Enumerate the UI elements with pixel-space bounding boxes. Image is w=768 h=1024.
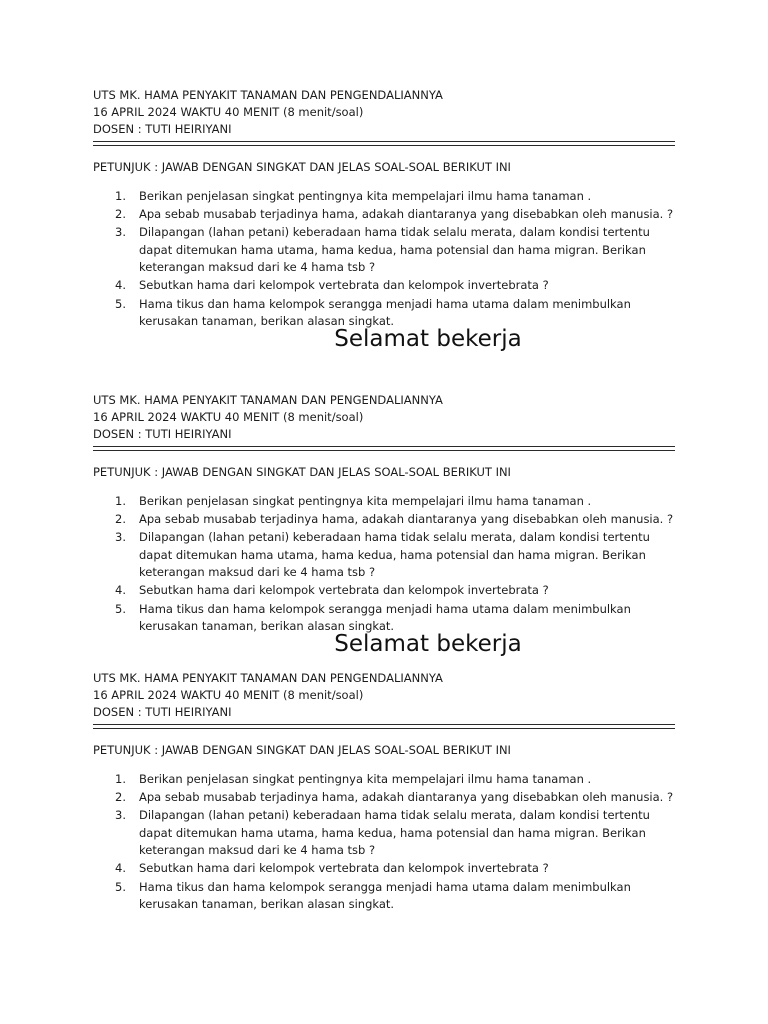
- question-line: Apa sebab musabab terjadinya hama, adakah diantaranya yang disebabkan oleh manusia. ?: [139, 207, 674, 222]
- question-item: [93, 879, 675, 914]
- question-item: [93, 277, 675, 295]
- double-rule: [93, 446, 675, 451]
- question-line: Sebutkan hama dari kelompok vertebrata dan kelompok invertebrata ?: [139, 278, 549, 293]
- question-number: 4.: [115, 861, 126, 876]
- question-number: 1.: [115, 772, 126, 786]
- question-number: 4.: [115, 278, 126, 293]
- exam-copy-3: [93, 670, 675, 914]
- question-item: [93, 582, 675, 600]
- question-line: keterangan maksud dari ke 4 hama tsb ?: [139, 843, 376, 858]
- question-item: [93, 771, 675, 789]
- question-line: kerusakan tanaman, berikan alasan singkat.: [139, 314, 395, 329]
- question-line: dapat ditemukan hama utama, hama kedua, hama potensial dan hama migran. Berikan: [139, 547, 646, 562]
- closing-text: Selamat bekerja: [334, 326, 522, 352]
- question-item: [93, 224, 675, 277]
- question-list: [93, 188, 675, 331]
- question-item: [93, 789, 675, 807]
- question-line: Dilapangan (lahan petani) keberadaan hama tidak selalu merata, dalam kondisi tertentu: [139, 808, 650, 823]
- question-line: dapat ditemukan hama utama, hama kedua, hama potensial dan hama migran. Berikan: [139, 242, 646, 257]
- exam-copy-2: [93, 392, 675, 636]
- closing-text: Selamat bekerja: [334, 631, 522, 657]
- question-line: Berikan penjelasan singkat pentingnya kita mempelajari ilmu hama tanaman .: [139, 494, 592, 508]
- exam-lecturer: DOSEN : TUTI HEIRIYANI: [93, 122, 232, 136]
- question-item: [93, 493, 675, 511]
- question-number: 2.: [115, 512, 126, 527]
- question-line: Dilapangan (lahan petani) keberadaan hama tidak selalu merata, dalam kondisi tertentu: [139, 225, 650, 240]
- instruction: PETUNJUK : JAWAB DENGAN SINGKAT DAN JELAS SOAL-SOAL BERIKUT INI: [93, 160, 511, 174]
- instruction: PETUNJUK : JAWAB DENGAN SINGKAT DAN JELAS SOAL-SOAL BERIKUT INI: [93, 465, 511, 479]
- question-line: keterangan maksud dari ke 4 hama tsb ?: [139, 565, 376, 580]
- question-number: 1.: [115, 189, 126, 203]
- question-number: 3.: [115, 225, 126, 240]
- question-number: 4.: [115, 583, 126, 598]
- exam-date: 16 APRIL 2024 WAKTU 40 MENIT (8 menit/soal): [93, 105, 364, 119]
- question-item: [93, 807, 675, 860]
- double-rule: [93, 141, 675, 146]
- question-line: Berikan penjelasan singkat pentingnya kita mempelajari ilmu hama tanaman .: [139, 189, 592, 203]
- exam-lecturer: DOSEN : TUTI HEIRIYANI: [93, 705, 232, 719]
- instruction: PETUNJUK : JAWAB DENGAN SINGKAT DAN JELAS SOAL-SOAL BERIKUT INI: [93, 743, 511, 757]
- question-line: kerusakan tanaman, berikan alasan singkat.: [139, 619, 395, 634]
- question-number: 5.: [115, 601, 126, 616]
- question-number: 3.: [115, 530, 126, 545]
- question-item: [93, 206, 675, 224]
- question-line: Dilapangan (lahan petani) keberadaan hama tidak selalu merata, dalam kondisi tertentu: [139, 530, 650, 545]
- question-line: kerusakan tanaman, berikan alasan singkat.: [139, 897, 395, 912]
- question-item: [93, 511, 675, 529]
- question-line: Apa sebab musabab terjadinya hama, adakah diantaranya yang disebabkan oleh manusia. ?: [139, 790, 674, 805]
- question-line: Hama tikus dan hama kelompok serangga menjadi hama utama dalam menimbulkan: [139, 879, 631, 894]
- question-line: Berikan penjelasan singkat pentingnya kita mempelajari ilmu hama tanaman .: [139, 772, 592, 786]
- question-line: Sebutkan hama dari kelompok vertebrata dan kelompok invertebrata ?: [139, 583, 549, 598]
- question-number: 2.: [115, 790, 126, 805]
- exam-lecturer: DOSEN : TUTI HEIRIYANI: [93, 427, 232, 441]
- question-line: Hama tikus dan hama kelompok serangga menjadi hama utama dalam menimbulkan: [139, 601, 631, 616]
- question-number: 5.: [115, 296, 126, 311]
- exam-title: UTS MK. HAMA PENYAKIT TANAMAN DAN PENGENDALIANNYA: [93, 88, 443, 102]
- question-line: Hama tikus dan hama kelompok serangga menjadi hama utama dalam menimbulkan: [139, 296, 631, 311]
- question-line: Apa sebab musabab terjadinya hama, adakah diantaranya yang disebabkan oleh manusia. ?: [139, 512, 674, 527]
- exam-date: 16 APRIL 2024 WAKTU 40 MENIT (8 menit/soal): [93, 410, 364, 424]
- question-number: 5.: [115, 879, 126, 894]
- question-line: keterangan maksud dari ke 4 hama tsb ?: [139, 260, 376, 275]
- question-list: [93, 771, 675, 914]
- question-line: Sebutkan hama dari kelompok vertebrata dan kelompok invertebrata ?: [139, 861, 549, 876]
- question-line: dapat ditemukan hama utama, hama kedua, hama potensial dan hama migran. Berikan: [139, 825, 646, 840]
- question-number: 3.: [115, 808, 126, 823]
- question-number: 2.: [115, 207, 126, 222]
- question-item: [93, 188, 675, 206]
- question-item: [93, 529, 675, 582]
- exam-date: 16 APRIL 2024 WAKTU 40 MENIT (8 menit/soal): [93, 688, 364, 702]
- exam-copy-1: [93, 87, 675, 331]
- question-list: [93, 493, 675, 636]
- question-item: [93, 860, 675, 878]
- exam-title: UTS MK. HAMA PENYAKIT TANAMAN DAN PENGENDALIANNYA: [93, 393, 443, 407]
- exam-title: UTS MK. HAMA PENYAKIT TANAMAN DAN PENGENDALIANNYA: [93, 671, 443, 685]
- question-number: 1.: [115, 494, 126, 508]
- double-rule: [93, 724, 675, 729]
